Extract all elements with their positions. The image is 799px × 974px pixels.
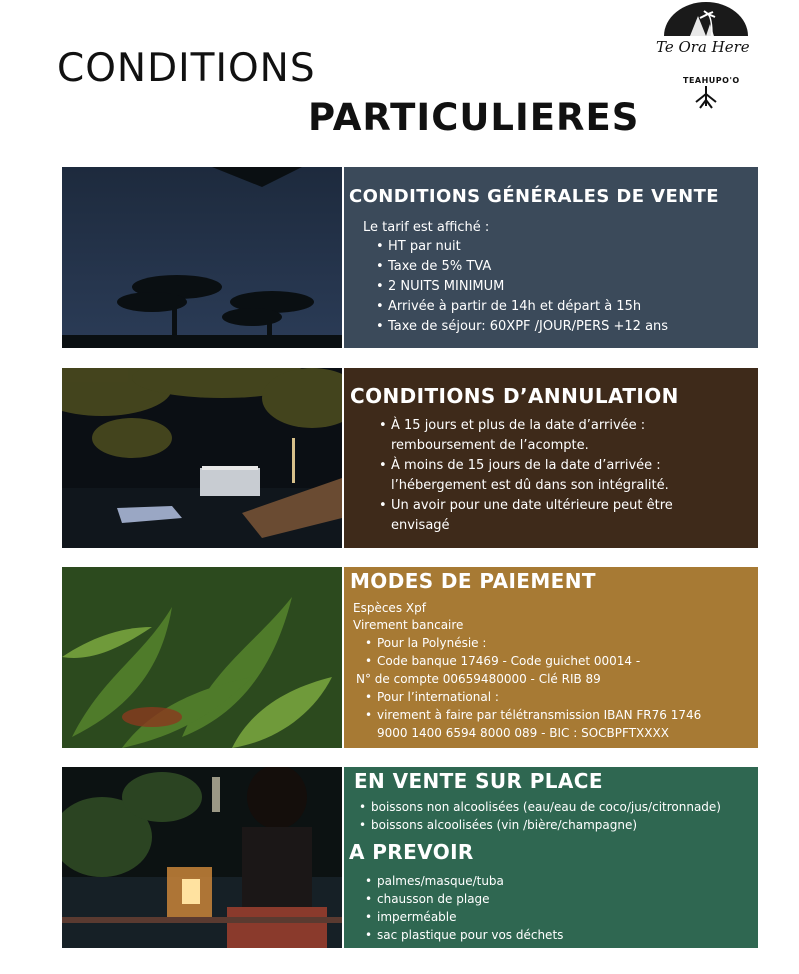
photo-night-palms	[62, 167, 342, 348]
photo-boats-dock	[62, 368, 342, 548]
list-item: • À moins de 15 jours de la date d’arrivée : l’hébergement est dû dans son intégralité.	[377, 456, 732, 496]
paiement-especes: Espèces Xpf	[353, 601, 426, 615]
section-title-annulation: CONDITIONS D’ANNULATION	[350, 384, 679, 408]
list-item: • sac plastique pour vos déchets	[363, 926, 563, 944]
svg-text:Te Ora Here: Te Ora Here	[656, 38, 750, 56]
list-item: • virement à faire par télétransmission IBAN FR76 1746 9000 1400 6594 8000 089 - BIC : SOCBPFTXXXX	[363, 706, 733, 742]
list-item: • palmes/masque/tuba	[363, 872, 563, 890]
list-item: • HT par nuit	[374, 237, 668, 257]
section-title-vente: EN VENTE SUR PLACE	[354, 769, 603, 793]
paiement-virement: Virement bancaire	[353, 618, 464, 632]
list-item: • Taxe de séjour: 60XPF /JOUR/PERS +12 ans	[374, 317, 668, 337]
list-item: • Arrivée à partir de 14h et départ à 15h	[374, 297, 668, 317]
panel-vente-sur-place	[344, 767, 758, 948]
panel-conditions-annulation	[344, 368, 758, 548]
list-item: • Pour la Polynésie :	[363, 634, 640, 652]
section-title-prevoir: A PREVOIR	[349, 840, 474, 864]
panel-modes-paiement	[344, 567, 758, 748]
paiement-compte: N° de compte 00659480000 - Clé RIB 89	[356, 672, 601, 686]
photo-tropical-plants	[62, 567, 342, 748]
list-item: • 2 NUITS MINIMUM	[374, 277, 668, 297]
page-title-line1: CONDITIONS	[57, 46, 316, 91]
panel-conditions-generales	[344, 167, 758, 348]
list-item: • À 15 jours et plus de la date d’arrivée : remboursement de l’acompte.	[377, 416, 732, 456]
section-title-cgv: CONDITIONS GÉNÉRALES DE VENTE	[349, 186, 719, 207]
list-item: • boissons non alcoolisées (eau/eau de coco/jus/citronnade)	[357, 798, 721, 816]
page-title-line2: PARTICULIERES	[308, 96, 640, 139]
cgv-intro: Le tarif est affiché :	[363, 220, 490, 235]
teahupoo-logo	[650, 2, 762, 114]
photo-evening-drink	[62, 767, 342, 948]
logo-text: TEAHUPO'O	[683, 76, 740, 85]
list-item: • Taxe de 5% TVA	[374, 257, 668, 277]
list-item: • boissons alcoolisées (vin /bière/champagne)	[357, 816, 721, 834]
list-item: • Pour l’international :	[363, 688, 733, 706]
list-item: • imperméable	[363, 908, 563, 926]
list-item: • chausson de plage	[363, 890, 563, 908]
section-title-paiement: MODES DE PAIEMENT	[350, 569, 596, 593]
list-item: • Code banque 17469 - Code guichet 00014 -	[363, 652, 640, 670]
list-item: • Un avoir pour une date ultérieure peut être envisagé	[377, 496, 732, 536]
